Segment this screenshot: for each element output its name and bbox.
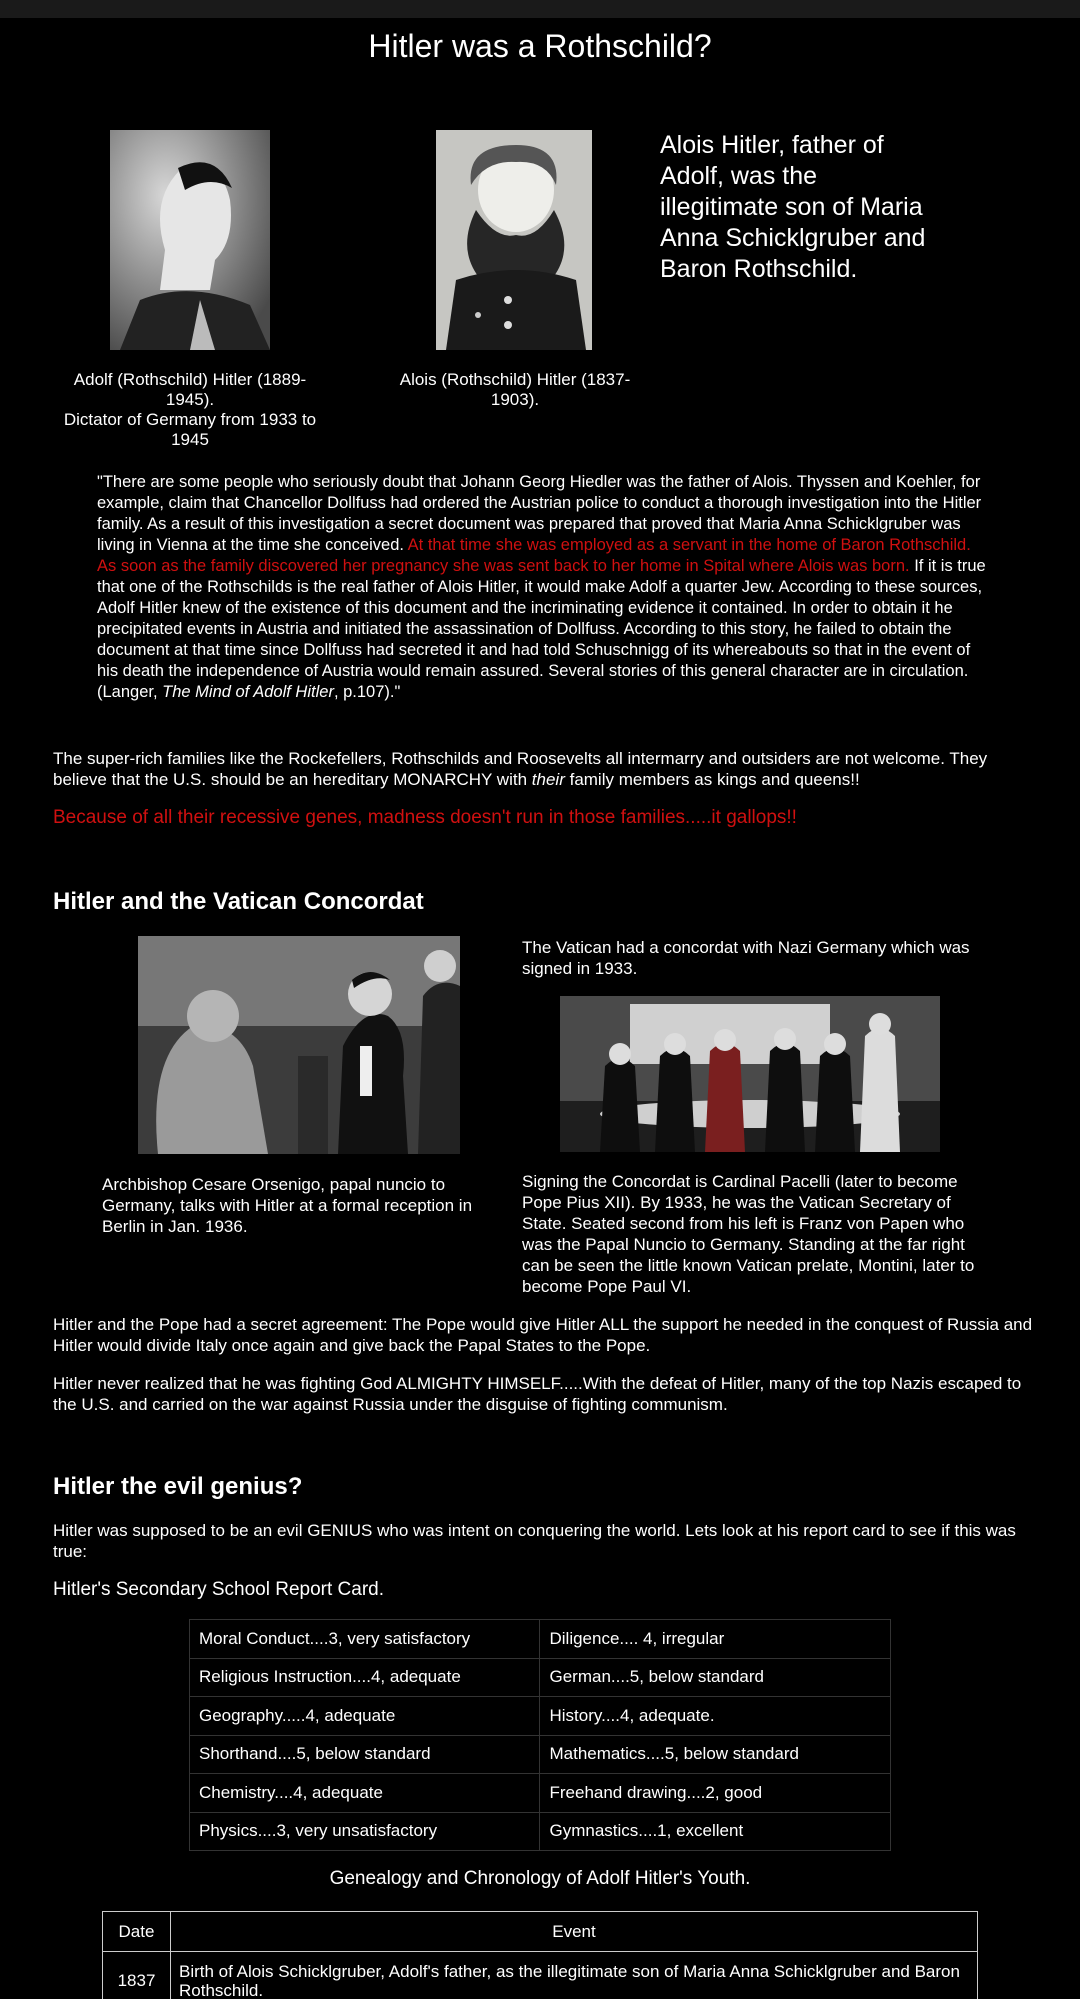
report-cell: Freehand drawing....2, good (540, 1774, 891, 1813)
chronology-table (102, 1911, 978, 1999)
secret-agreement-paragraph: Hitler and the Pope had a secret agreement: The Pope would give Hitler ALL the support he needed in the conquest of Russia and Hitler would divide Italy once again and give back the Papal States to the Pope. (53, 1315, 1033, 1355)
quote-text-1: "There are some people who seriously doubt that Johann Georg Hiedler was the father of Alois. Thyssen and Koehler, for example, claim that Chancellor Dollfuss had ordered the Austrian police to conduct a thorough investigation into the Hitler family. As a result of this investigation a secret document was prepared that proved that Maria Anna Schicklgruber was living in Vienna at the time she conceived. (97, 473, 982, 554)
orsenigo-reception-photo (138, 936, 460, 1154)
table-row (190, 1812, 891, 1851)
quote-text-2: If it is true that one of the Rothschilds is the real father of Alois Hitler, it would make Adolf a quarter Jew. According to these sources, Adolf Hitler knew of the existence of this document and the incriminating evidence it contained. In order to obtain it he precipitated events in Austria and initiated the assassination of Dollfuss. According to this story, he failed to obtain the document at that time since Dollfuss had secreted it and had told Schuschnigg of its whereabouts so that in the event of his death the independence of Austria would remain assured. Several stories of this general character are in circulation. (Langer, (97, 557, 986, 701)
chronology-title: Genealogy and Chronology of Adolf Hitler's Youth. (329, 1868, 751, 1889)
quote-book-title: The Mind of Adolf Hitler (162, 683, 334, 701)
report-cell: Gymnastics....1, excellent (540, 1812, 891, 1851)
concordat-signing-photo (560, 996, 940, 1152)
page-title: Hitler was a Rothschild? (368, 28, 712, 64)
table-row (190, 1735, 891, 1774)
families-paragraph: The super-rich families like the Rockefellers, Rothschilds and Roosevelts all intermarry and outsiders are not welcome. They believe that the U.S. should be an hereditary MONARCHY with their family members as kings and queens!! (53, 749, 988, 789)
table-row (190, 1774, 891, 1813)
genius-intro: Hitler was supposed to be an evil GENIUS who was intent on conquering the world. Lets look at his report card to see if this was true: (53, 1521, 1016, 1561)
concordat-signing-caption: Signing the Concordat is Cardinal Pacelli (later to become Pope Pius XII). By 1933, he was the Vatican Secretary of State. Seated second from his left is Franz von Papen who was the Papal Nuncio to Germany. Standing at the far right can be seen the little known Vatican prelate, Montini, later to become Pope Paul VI. (522, 1172, 975, 1296)
table-row (103, 1952, 978, 1999)
report-cell: Physics....3, very unsatisfactory (190, 1812, 540, 1851)
quote-text-3: , p.107)." (333, 683, 401, 701)
report-cell: Shorthand....5, below standard (190, 1735, 540, 1774)
chronology-date: 1837 (103, 1952, 171, 1999)
report-card-title: Hitler's Secondary School Report Card. (53, 1579, 384, 1600)
almighty-paragraph: Hitler never realized that he was fighting God ALMIGHTY HIMSELF.....With the defeat of Hitler, many of the top Nazis escaped to the U.S. and carried on the war against Russia under the disguise of fighting communism. (53, 1374, 1022, 1414)
table-row (190, 1620, 891, 1659)
adolf-hitler-photo (110, 130, 270, 350)
quote-highlight: At that time she was employed as a servant in the home of Baron Rothschild. As soon as the family discovered her pregnancy she was sent back to her home in Spital where Alois was born. (97, 536, 971, 575)
report-cell: History....4, adequate. (540, 1697, 891, 1736)
orsenigo-caption: Archbishop Cesare Orsenigo, papal nuncio to Germany, talks with Hitler at a formal reception in Berlin in Jan. 1936. (102, 1175, 473, 1236)
adolf-photo-caption: Adolf (Rothschild) Hitler (1889-1945). Dictator of Germany from 1933 to 1945 (63, 370, 317, 449)
report-cell: Chemistry....4, adequate (190, 1774, 540, 1813)
table-header-row (103, 1912, 978, 1952)
report-cell: German....5, below standard (540, 1658, 891, 1697)
report-cell: Moral Conduct....3, very satisfactory (190, 1620, 540, 1659)
table-row (190, 1697, 891, 1736)
date-column-header: Date (103, 1912, 171, 1952)
event-column-header: Event (171, 1912, 978, 1952)
report-cell: Diligence.... 4, irregular (540, 1620, 891, 1659)
report-cell: Religious Instruction....4, adequate (190, 1658, 540, 1697)
intro-statement: Alois Hitler, father of Adolf, was the illegitimate son of Maria Anna Schicklgruber and Baron Rothschild. (660, 131, 926, 283)
report-cell: Mathematics....5, below standard (540, 1735, 891, 1774)
genius-heading: Hitler the evil genius? (53, 1473, 303, 1500)
chronology-event: Birth of Alois Schicklgruber, Adolf's father, as the illegitimate son of Maria Anna Schicklgruber and Baron Rothschild. (171, 1952, 978, 1999)
report-card-table (189, 1619, 891, 1851)
browser-top-bar (0, 0, 1080, 18)
genes-paragraph: Because of all their recessive genes, madness doesn't run in those families.....it gallops!! (53, 807, 797, 828)
concordat-heading: Hitler and the Vatican Concordat (53, 888, 424, 915)
concordat-intro: The Vatican had a concordat with Nazi Germany which was signed in 1933. (522, 938, 970, 978)
alois-photo-caption: Alois (Rothschild) Hitler (1837-1903). (399, 370, 631, 409)
alois-hitler-photo (436, 130, 592, 350)
report-cell: Geography.....4, adequate (190, 1697, 540, 1736)
table-row (190, 1658, 891, 1697)
langer-quote (97, 472, 987, 703)
